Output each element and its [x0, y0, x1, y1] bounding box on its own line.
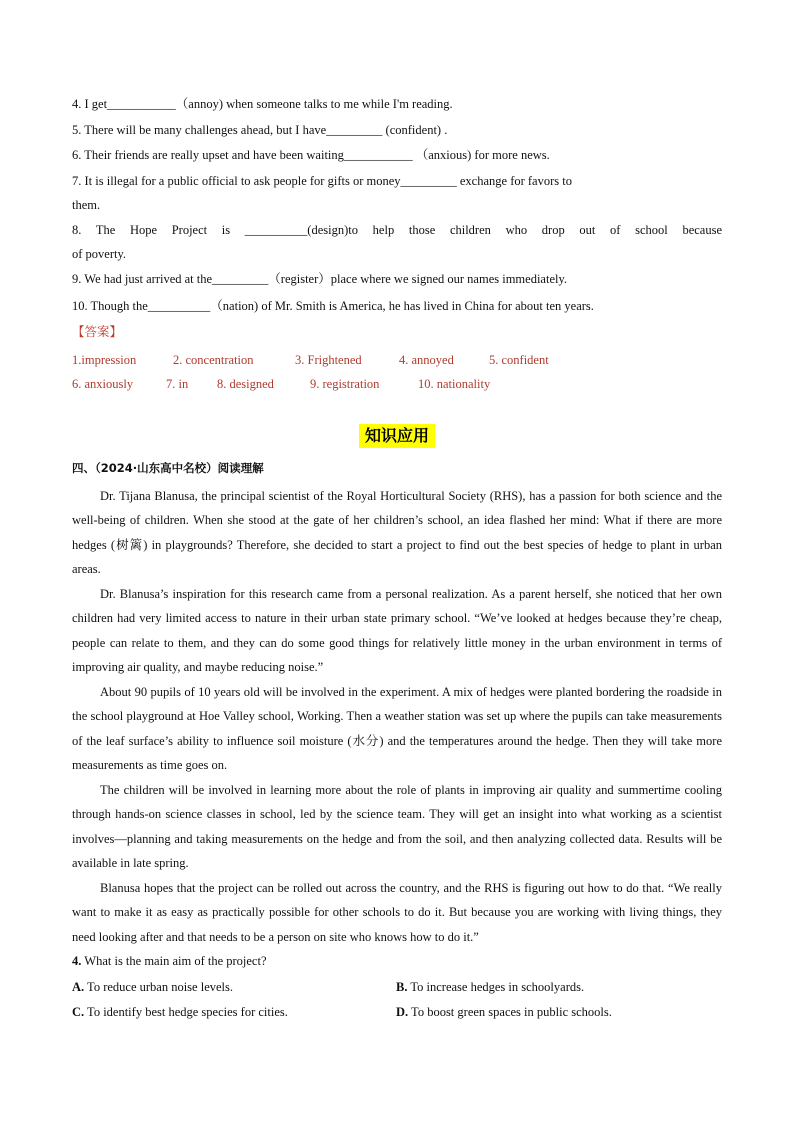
option-d [396, 1004, 612, 1020]
exercise-7: 7. It is illegal for a public official to ask people for gifts or money_________ exchange for favors to [72, 174, 572, 188]
answer-item: 2. concentration [173, 353, 254, 367]
passage-paragraph-1: Dr. Tijana Blanusa, the principal scientist of the Royal Horticultural Society (RHS), has a passion for both science and the well-being of children. When she stood at the gate of her children’s school, an idea flashed her mind: What if there are more hedges (树篱) in playgrounds? Therefore, she decided to start a project to find out the best species of hedge to plant in urban areas. [72, 489, 722, 577]
question-text: What is the main aim of the project? [81, 954, 267, 968]
exercise-8: 8. The Hope Project is __________(design)to help those children who drop out of school because [72, 223, 722, 237]
question-stem [72, 953, 267, 969]
question-number: 4. [72, 954, 82, 968]
passage-paragraph-2: Dr. Blanusa’s inspiration for this research came from a personal realization. As a parent herself, she noticed that her own children had very limited access to nature in their urban state primary school. “We’ve looked at hedges because they’re cheap, people can relate to them, and they can do some good things for relatively little money in the urban environment in terms of improving air quality, and maybe reducing noise.” [72, 587, 722, 675]
exercise-9: 9. We had just arrived at the_________（register）place where we signed our names immediately. [72, 272, 568, 286]
answer-label: 【答案】 [72, 324, 123, 339]
option-text: To increase hedges in schoolyards. [407, 980, 585, 994]
answer-item: 1.impression [72, 353, 137, 367]
answer-item: 4. annoyed [399, 353, 454, 367]
answer-item: 9. registration [310, 377, 380, 391]
option-b [396, 979, 584, 995]
passage-paragraph-3: About 90 pupils of 10 years old will be involved in the experiment. A mix of hedges were planted bordering the roadside in the school playground at Hoe Valley school, Working. Then a weather station was set up where the pupils can take measurements of the leaf surface’s ability to influence soil moisture (水分) and the temperatures around the hedge. Then they will take more measurements as time goes on. [72, 685, 722, 773]
exercise-7-cont: them. [72, 198, 101, 212]
answer-item: 10. nationality [418, 377, 491, 391]
answer-item: 7. in [166, 377, 189, 391]
answer-item: 5. confident [489, 353, 549, 367]
answer-item: 6. anxiously [72, 377, 134, 391]
exercise-8-cont: of poverty. [72, 247, 127, 261]
option-letter: B. [396, 980, 408, 994]
exercise-4: 4. I get___________（annoy) when someone talks to me while I'm reading. [72, 97, 453, 111]
exercise-10: 10. Though the__________（nation) of Mr. Smith is America, he has lived in China for about ten years. [72, 299, 594, 313]
exercise-5: 5. There will be many challenges ahead, but I have_________ (confident) . [72, 123, 448, 137]
answer-item: 3. Frightened [295, 353, 362, 367]
exercise-6: 6. Their friends are really upset and have been waiting___________ （anxious) for more news. [72, 148, 550, 162]
option-text: To boost green spaces in public schools. [408, 1005, 612, 1019]
option-letter: D. [396, 1005, 409, 1019]
option-c [72, 1004, 288, 1020]
option-letter: A. [72, 980, 85, 994]
reading-heading: 四、（2024·山东高中名校）阅读理解 [72, 461, 264, 475]
answer-item: 8. designed [217, 377, 274, 391]
option-text: To reduce urban noise levels. [84, 980, 234, 994]
option-letter: C. [72, 1005, 85, 1019]
section-title: 知识应用 [359, 424, 435, 448]
option-text: To identify best hedge species for cities. [84, 1005, 288, 1019]
passage-paragraph-4: The children will be involved in learning more about the role of plants in improving air quality and summertime cooling through hands-on science classes in school, led by the science team. They will get an insight into what working as a scientist involves—planning and taking measurements on the hedge and from the soil, and then analyzing collected data. Results will be available in late spring. [72, 783, 722, 871]
option-a [72, 979, 233, 995]
passage-paragraph-5: Blanusa hopes that the project can be rolled out across the country, and the RHS is figuring out how to do that. “We really want to make it as easy as practically possible for other schools to do it. But because you are working with living things, they need looking after and that needs to be a person on site who knows how to do it.” [72, 881, 722, 944]
